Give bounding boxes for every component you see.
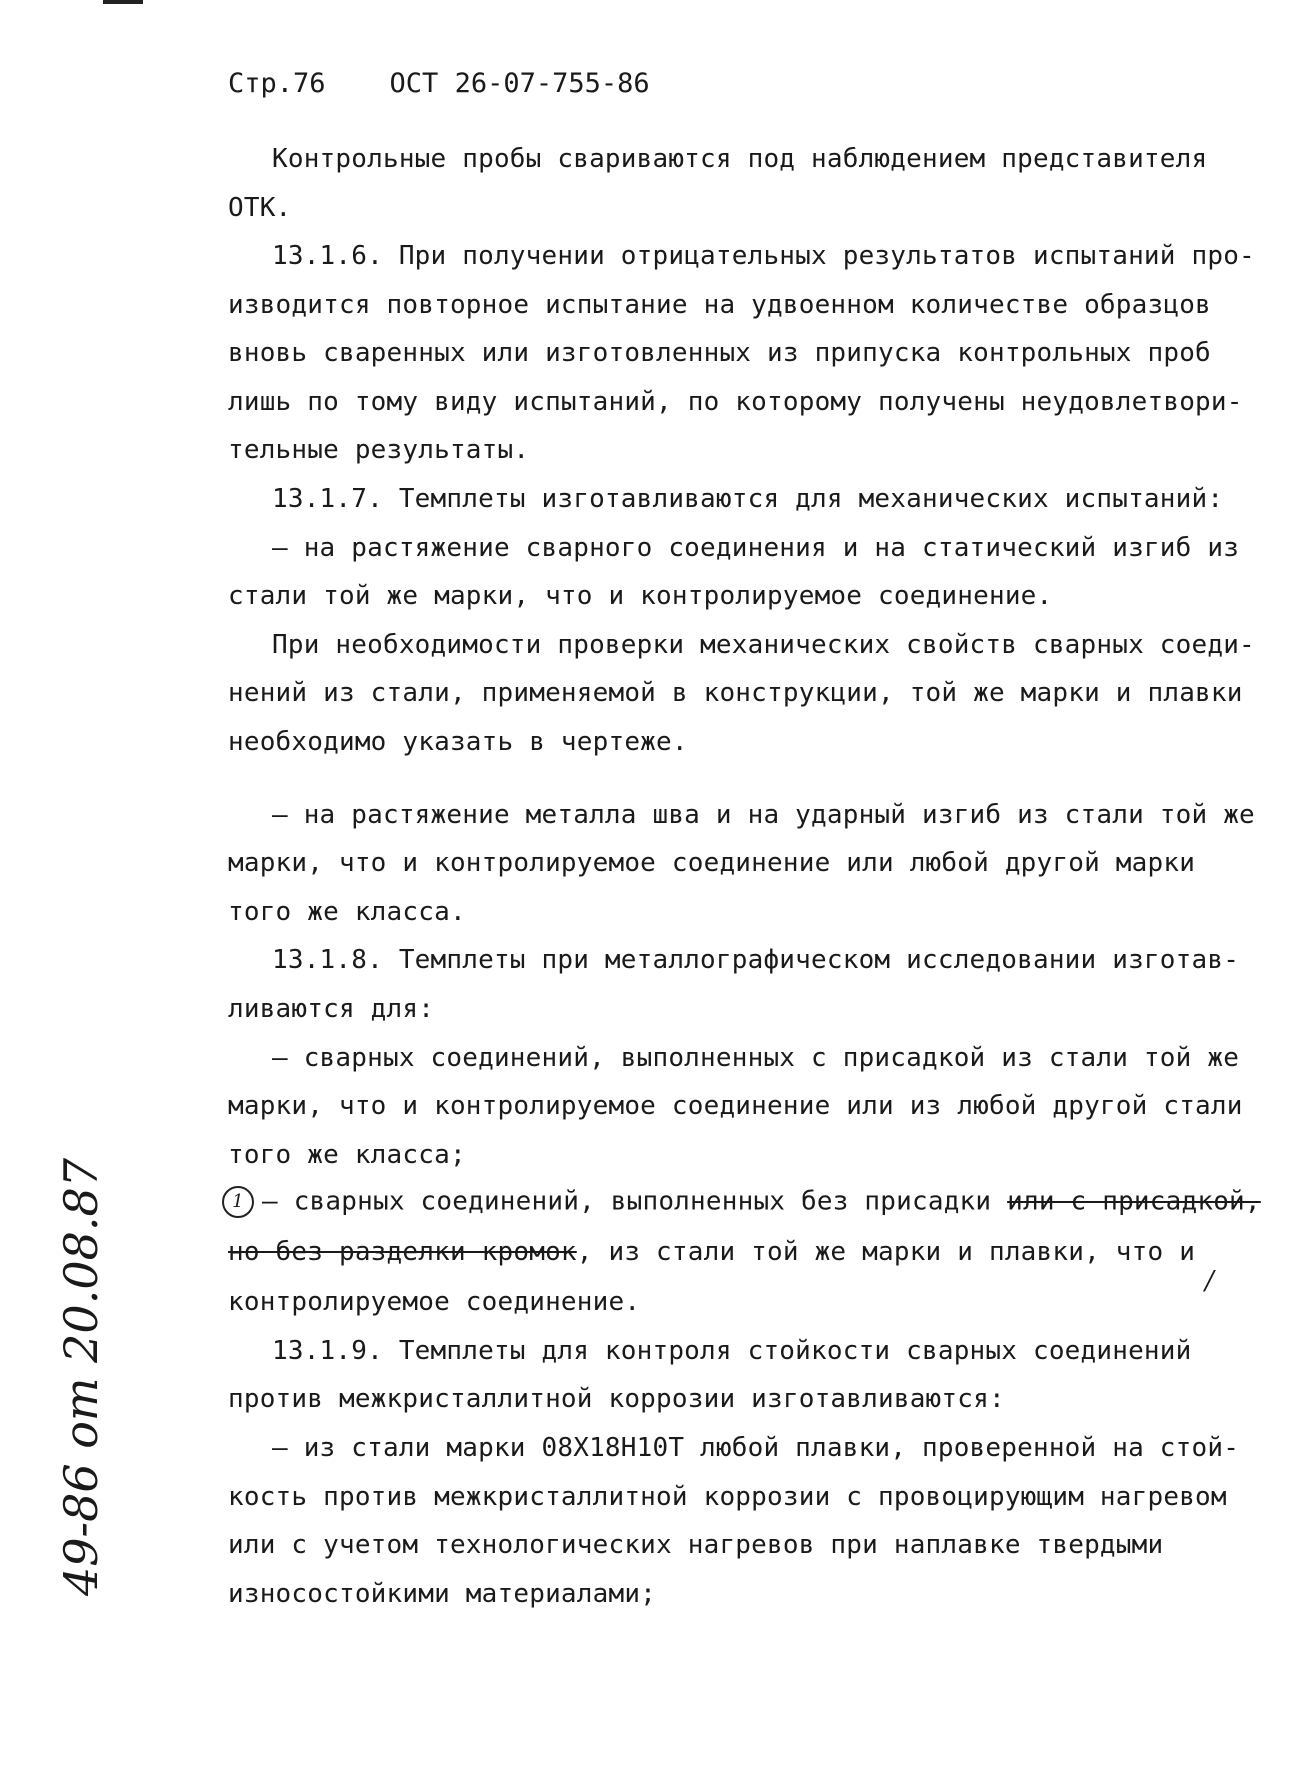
text-line: того же класса; [228,1140,466,1170]
text-line: 13.1.7. Темплеты изготавливаются для механических испытаний: [272,484,1224,514]
text-line: необходимо указать в чертеже. [228,727,688,757]
handwritten-tick: / [1205,1266,1214,1296]
struck-text: или с присадкой, [1007,1186,1261,1217]
page-header [228,68,650,99]
text-line: – на растяжение сварного соединения и на статический изгиб из [272,533,1240,563]
amended-text: – сварных соединений, выполненных без присадки [262,1186,1008,1217]
text-line: контролируемое соединение. [228,1287,641,1317]
text-line: марки, что и контролируемое соединение или из любой другой стали [228,1091,1243,1121]
text-line: лишь по тому виду испытаний, по которому получены неудовлетвори- [228,387,1243,417]
text-line: 13.1.8. Темплеты при металлографическом исследовании изготав- [272,945,1240,975]
text-line: кость против межкристаллитной коррозии с провоцирующим нагревом [228,1482,1227,1512]
text-line: ОТК. [228,193,292,223]
text-line: изводится повторное испытание на удвоенном количестве образцов [228,290,1211,320]
text-line: износостойкими материалами; [228,1579,657,1609]
text-line: – из стали марки 08Х18Н10Т любой плавки, проверенной на стой- [272,1433,1240,1463]
text-line: того же класса. [228,897,466,927]
amended-line [222,1186,1261,1218]
text-line: или с учетом технологических нагревов при наплавке твердыми [228,1530,1164,1560]
page-number: Стр.76 [228,68,326,99]
text-line: марки, что и контролируемое соединение или любой другой марки [228,848,1196,878]
text-line: – сварных соединений, выполненных с присадкой из стали той же [272,1043,1240,1073]
scan-edge-mark [103,0,143,4]
text-line: ливаются для: [228,994,435,1024]
text-line: 13.1.9. Темплеты для контроля стойкости сварных соединений [272,1336,1192,1366]
text-line: вновь сваренных или изготовленных из припуска контрольных проб [228,338,1211,368]
text-line: стали той же марки, что и контролируемое соединение. [228,581,1053,611]
text-line: При необходимости проверки механических свойств сварных соеди- [272,630,1255,660]
text-line: нений из стали, применяемой в конструкции, той же марки и плавки [228,678,1243,708]
document-code: ОСТ 26-07-755-86 [389,68,650,99]
amended-text: , из стали той же марки и плавки, что и [576,1237,1196,1267]
text-line: Контрольные пробы свариваются под наблюдением представителя [272,144,1208,174]
text-line: 13.1.6. При получении отрицательных результатов испытаний про- [272,241,1255,271]
amendment-mark: 1 [222,1186,254,1218]
text-line: против межкристаллитной коррозии изготавливаются: [228,1384,1005,1414]
text-line: – на растяжение металла шва и на ударный изгиб из стали той же [272,800,1255,830]
text-line: тельные результаты. [228,435,530,465]
handwritten-side-note: 49-86 от 20.08.87 [54,1157,108,1596]
amended-line [228,1237,1195,1267]
struck-text: но без разделки кромок [228,1237,577,1267]
